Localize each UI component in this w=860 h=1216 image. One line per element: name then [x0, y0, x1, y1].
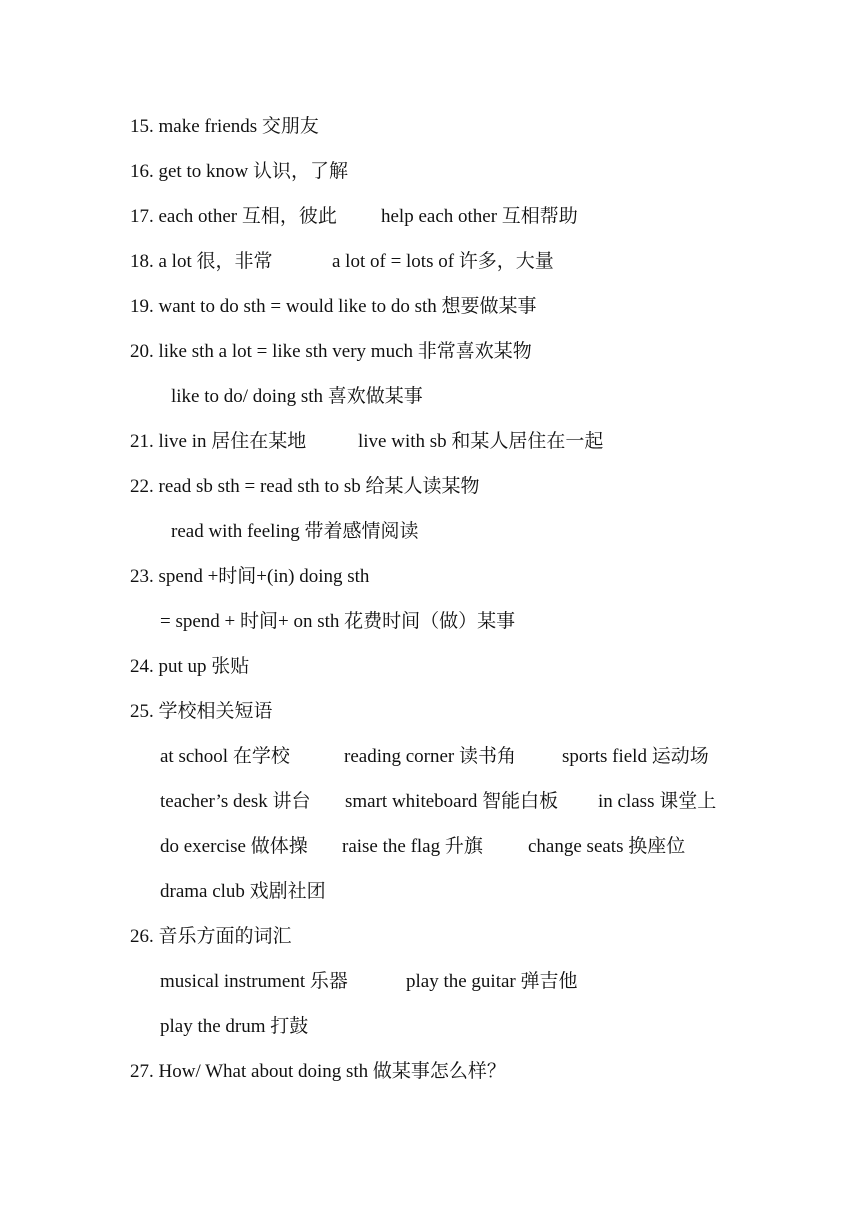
phrase-text: like to do/ doing sth 喜欢做某事: [171, 386, 423, 407]
phrase-text: a lot of = lots of 许多，大量: [332, 251, 554, 272]
phrase-text: 23. spend +时间+(in) doing sth: [130, 566, 370, 587]
phrase-text: play the guitar 弹吉他: [406, 971, 578, 992]
phrase-text: 18. a lot 很，非常: [130, 251, 273, 272]
phrase-text: do exercise 做体操: [160, 836, 308, 857]
phrase-text: 20. like sth a lot = like sth very much 非常喜欢某物: [130, 341, 532, 362]
phrase-text: 21. live in 居住在某地: [130, 431, 307, 452]
phrase-text: 19. want to do sth = would like to do sth 想要做某事: [130, 296, 537, 317]
phrase-text: in class 课堂上: [598, 791, 717, 812]
phrase-text: 17. each other 互相，彼此: [130, 206, 337, 227]
phrase-text: read with feeling 带着感情阅读: [171, 521, 419, 542]
phrase-text: musical instrument 乐器: [160, 971, 348, 992]
phrase-text: play the drum 打鼓: [160, 1016, 309, 1037]
phrase-text: raise the flag 升旗: [342, 836, 483, 857]
section-heading: 25. 学校相关短语: [130, 701, 273, 722]
phrase-text: 27. How/ What about doing sth 做某事怎么样？: [130, 1061, 506, 1082]
phrase-text: at school 在学校: [160, 746, 290, 767]
phrase-text: live with sb 和某人居住在一起: [358, 431, 604, 452]
phrase-text: smart whiteboard 智能白板: [345, 791, 559, 812]
phrase-text: help each other 互相帮助: [381, 206, 578, 227]
phrase-text: 24. put up 张贴: [130, 656, 250, 677]
phrase-text: 22. read sb sth = read sth to sb 给某人读某物: [130, 476, 480, 497]
phrase-text: drama club 戏剧社团: [160, 881, 326, 902]
phrase-text: 16. get to know 认识，了解: [130, 161, 348, 182]
section-heading: 26. 音乐方面的词汇: [130, 926, 292, 947]
phrase-text: 15. make friends 交朋友: [130, 116, 319, 137]
phrase-text: sports field 运动场: [562, 746, 709, 767]
phrase-text: change seats 换座位: [528, 836, 686, 857]
phrase-text: = spend + 时间+ on sth 花费时间（做）某事: [160, 611, 516, 632]
phrase-text: reading corner 读书角: [344, 746, 516, 767]
phrase-text: teacher’s desk 讲台: [160, 791, 311, 812]
